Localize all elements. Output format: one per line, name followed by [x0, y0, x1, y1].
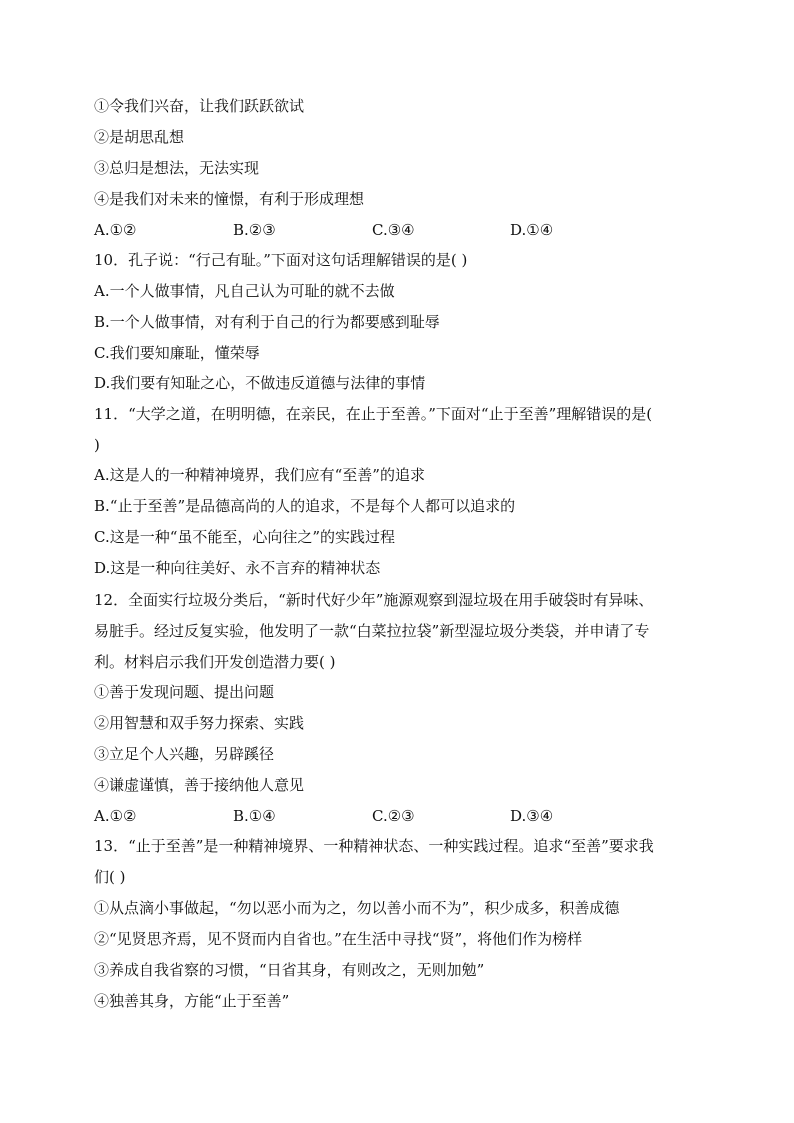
q9-item-3: ③总归是想法，无法实现 [94, 159, 260, 177]
q11-option-c: C.这是一种“虽不能至，心向往之”的实践过程 [94, 528, 396, 546]
q13-item-3: ③养成自我省察的习惯，“日省其身，有则改之，无则加勉” [94, 961, 485, 979]
q12-option-a: A.①② [94, 807, 137, 825]
q9-item-4: ④是我们对未来的憧憬，有利于形成理想 [94, 190, 365, 208]
q10-stem: 10．孔子说：“行己有耻。”下面对这句话理解错误的是( ) [94, 251, 468, 269]
q12-item-3: ③立足个人兴趣，另辟蹊径 [94, 745, 275, 763]
q11-option-d: D.这是一种向往美好、永不言弃的精神状态 [94, 559, 381, 577]
q13-item-2: ②“见贤思齐焉，见不贤而内自省也。”在生活中寻找“贤”，将他们作为榜样 [94, 930, 583, 948]
q13-stem-line-1: 13．“止于至善”是一种精神境界、一种精神状态、一种实践过程。追求“至善”要求我 [94, 837, 654, 855]
q12-option-d: D.③④ [510, 807, 554, 825]
q9-item-2: ②是胡思乱想 [94, 128, 185, 146]
q12-stem-line-2: 易脏手。经过反复实验，他发明了一款“白菜拉拉袋”新型湿垃圾分类袋，并申请了专 [94, 622, 650, 640]
q11-stem-line-1: 11．“大学之道，在明明德，在亲民，在止于至善。”下面对“止于至善”理解错误的是( [94, 405, 653, 423]
q12-stem-line-1: 12．全面实行垃圾分类后，“新时代好少年”施源观察到湿垃圾在用手破袋时有异味、 [94, 591, 654, 609]
q9-option-a: A.①② [94, 221, 137, 239]
q10-option-d: D.我们要有知耻之心，不做违反道德与法律的事情 [94, 374, 426, 392]
q13-stem-line-2: 们( ) [94, 868, 126, 886]
q10-option-a: A.一个人做事情，凡自己认为可耻的就不去做 [94, 282, 395, 300]
q12-item-4: ④谦虚谨慎，善于接纳他人意见 [94, 776, 305, 794]
q9-option-b: B.②③ [233, 221, 276, 239]
q10-option-c: C.我们要知廉耻，懂荣辱 [94, 344, 260, 362]
q13-item-4: ④独善其身，方能“止于至善” [94, 992, 290, 1010]
q11-option-a: A.这是人的一种精神境界，我们应有“至善”的追求 [94, 466, 425, 484]
q11-stem-line-2: ) [94, 436, 100, 454]
q12-item-1: ①善于发现问题、提出问题 [94, 683, 275, 701]
q12-option-c: C.②③ [372, 807, 415, 825]
q11-option-b: B.“止于至善”是品德高尚的人的追求，不是每个人都可以追求的 [94, 497, 516, 515]
q9-option-c: C.③④ [372, 221, 415, 239]
q9-item-1: ①令我们兴奋，让我们跃跃欲试 [94, 97, 305, 115]
q9-option-d: D.①④ [510, 221, 554, 239]
q12-item-2: ②用智慧和双手努力探索、实践 [94, 714, 305, 732]
q10-option-b: B.一个人做事情，对有利于自己的行为都要感到耻辱 [94, 313, 440, 331]
q12-option-b: B.①④ [233, 807, 276, 825]
q12-stem-line-3: 利。材料启示我们开发创造潜力要( ) [94, 653, 336, 671]
q13-item-1: ①从点滴小事做起，“勿以恶小而为之，勿以善小而不为”，积少成多，积善成德 [94, 899, 620, 917]
